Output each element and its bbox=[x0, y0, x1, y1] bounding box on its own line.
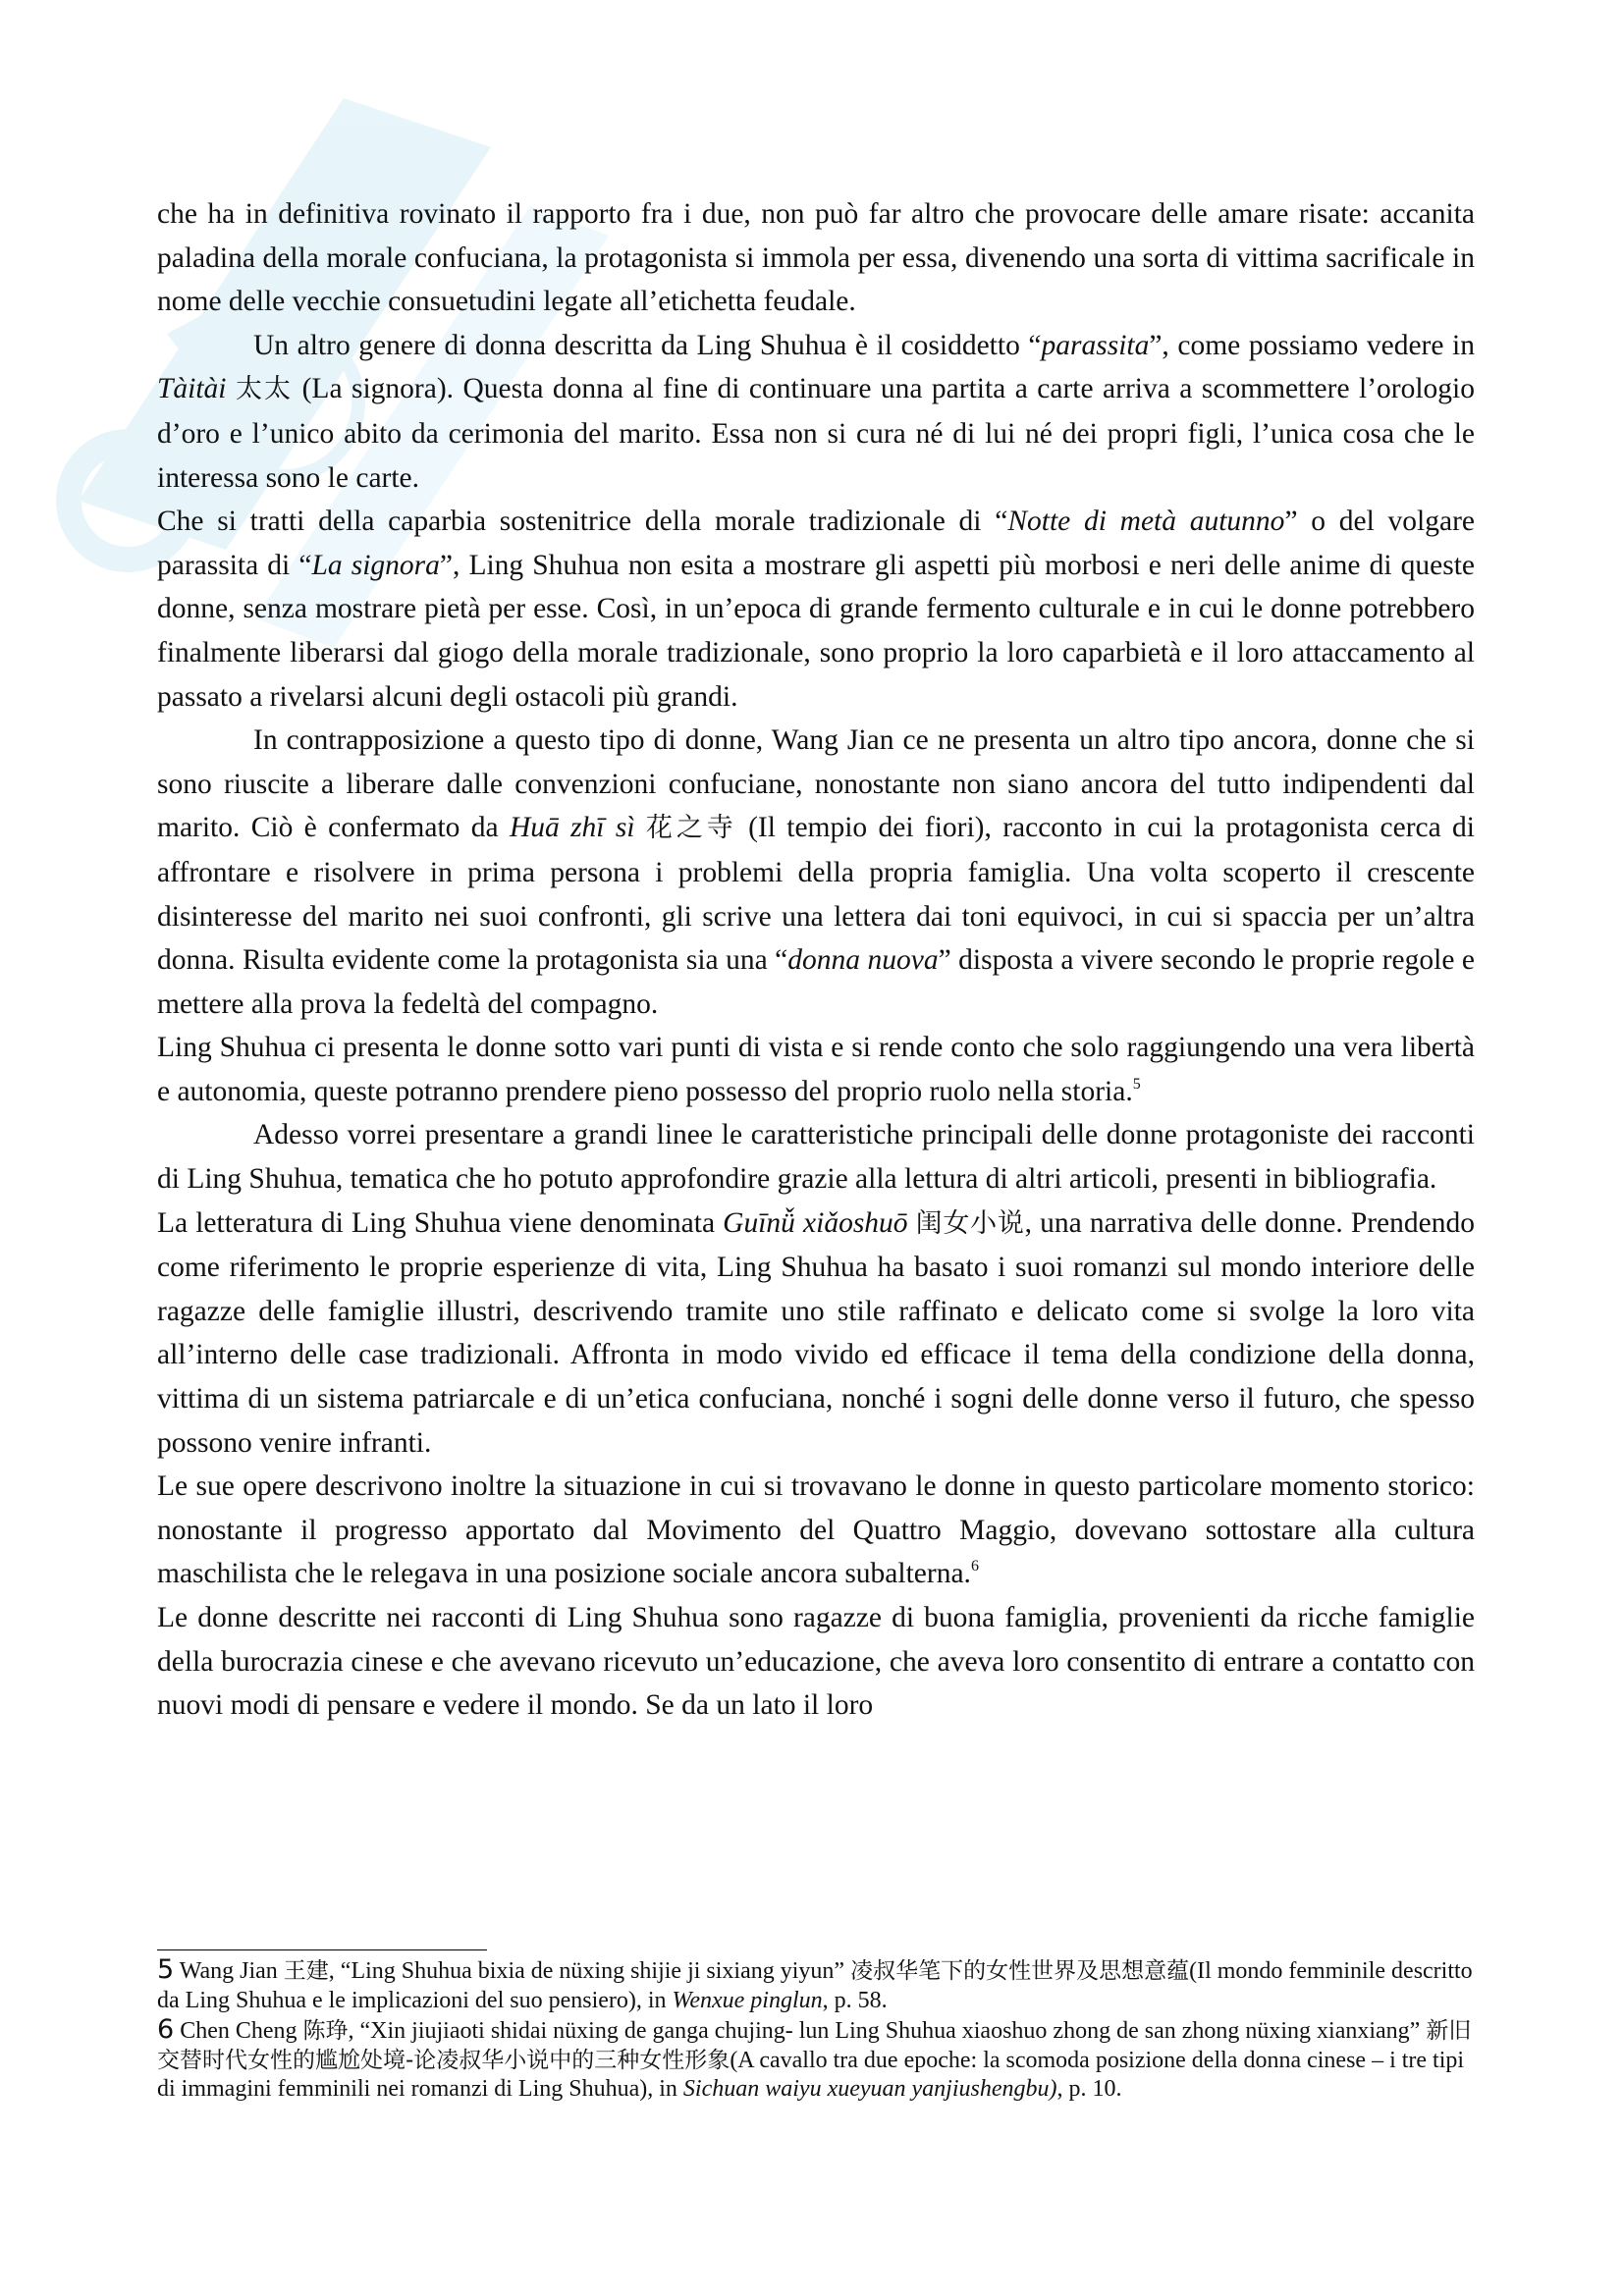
footnotes bbox=[157, 1955, 1475, 2105]
footnote-number: 5 bbox=[157, 1954, 175, 1985]
paragraph: Adesso vorrei presentare a grandi linee le caratteristiche principali delle donne protagoniste dei racconti di Ling Shuhua, tematica che ho potuto approfondire grazie alla lettura di altri articoli, presenti in bibliografia. bbox=[157, 1119, 1475, 1196]
paragraph: Le donne descritte nei racconti di Ling Shuhua sono ragazze di buona famiglia, provenienti da ricche famiglie della burocrazia cinese e che avevano ricevuto un’educazione, che aveva loro consentito di entrare a contatto con nuovi modi di pensare e vedere il mondo. Se da un lato il loro bbox=[157, 1602, 1475, 1722]
footnote: 6 Chen Cheng 陈琤, “Xin jiujiaoti shidai nüxing de ganga chujing- lun Ling Shuhua xiaoshuo zhong de san zhong nüxing xianxiang” 新旧交替时代女性的尴尬处境-论凌叔华小说中的三种女性形象(A cavallo tra due epoche: la scomoda posizione della donna cinese – i tre tipi di immagini femminili nei romanzi di Ling Shuhua), in Sichuan waiyu xueyuan yanjiushengbu), p. 10. bbox=[157, 2014, 1472, 2102]
footnote-separator bbox=[157, 1949, 487, 1950]
chinese-title: 太太 bbox=[235, 374, 294, 405]
paragraph: La letteratura di Ling Shuhua viene denominata Guīnǚ xiǎoshuō 闺女小说, una narrativa delle donne. Prendendo come riferimento le proprie esperienze di vita, Ling Shuhua ha basato i suoi romanzi sul mondo interiore delle ragazze delle famiglie illustri, descrivendo tramite uno stile raffinato e delicato come si svolge la loro vita all’interno delle case tradizionali. Affronta in modo vivido ed efficace il tema della condizione della donna, vittima di un sistema patriarcale e di un’etica confuciana, nonché i sogni delle donne verso il futuro, che spesso possono venire infranti. bbox=[157, 1206, 1475, 1459]
paragraph: In contrapposizione a questo tipo di donne, Wang Jian ce ne presenta un altro tipo ancora, donne che si sono riuscite a liberare dalle convenzioni confuciane, nonostante non siano ancora del tutto indipendenti dal marito. Ciò è confermato da Huā zhī sì 花之寺 (Il tempio dei fiori), racconto in cui la protagonista cerca di affrontare e risolvere in prima persona i problemi della propria famiglia. Una volta scoperto il crescente disinteresse del marito nei suoi confronti, gli scrive una lettera dai toni equivoci, in cui si spaccia per un’altra donna. Risulta evidente come la protagonista sia una “donna nuova” disposta a vivere secondo le proprie regole e mettere alla prova la fedeltà del compagno. bbox=[157, 724, 1475, 1020]
footnote-number: 6 bbox=[157, 2014, 175, 2045]
document-body bbox=[157, 192, 1475, 1728]
paragraph: Un altro genere di donna descritta da Ling Shuhua è il cosiddetto “parassita”, come possiamo vedere in Tàitài 太太 (La signora). Questa donna al fine di continuare una partita a carte arriva a scommettere l’orologio d’oro e l’unico abito da cerimonia del marito. Essa non si cura né di lui né dei propri figli, l’unica cosa che le interessa sono le carte. bbox=[157, 329, 1476, 494]
footnote: 5 Wang Jian 王建, “Ling Shuhua bixia de nüxing shijie ji sixiang yiyun” 凌叔华笔下的女性世界及思想意蕴(Il mondo femminile descritto da Ling Shuhua e le implicazioni del suo pensiero), in Wenxue pinglun, p. 58. bbox=[157, 1954, 1473, 2013]
paragraph: che ha in definitiva rovinato il rapporto fra i due, non può far altro che provocare delle amare risate: accanita paladina della morale confuciana, la protagonista si immola per essa, divenendo una sorta di vittima sacrificale in nome delle vecchie consuetudini legate all’etichetta feudale. bbox=[157, 198, 1475, 318]
paragraph: Le sue opere descrivono inoltre la situazione in cui si trovavano le donne in questo particolare momento storico: nonostante il progresso apportato dal Movimento del Quattro Maggio, dovevano sottostare alla cultura maschilista che le relegava in una posizione sociale ancora subalterna.$^6$ bbox=[157, 1470, 1475, 1590]
chinese-title: 闺女小说 bbox=[915, 1207, 1025, 1239]
chinese-title: 花之寺 bbox=[645, 813, 737, 844]
paragraph: Che si tratti della caparbia sostenitrice della morale tradizionale di “Notte di metà autunno” o del volgare parassita di “La signora”, Ling Shuhua non esita a mostrare gli aspetti più morbosi e neri delle anime di queste donne, senza mostrare pietà per esse. Così, in un’epoca di grande fermento culturale e in cui le donne potrebbero finalmente liberarsi dal giogo della morale tradizionale, sono proprio la loro caparbietà e il loro attaccamento al passato a rivelarsi alcuni degli ostacoli più grandi. bbox=[157, 506, 1475, 713]
paragraph: Ling Shuhua ci presenta le donne sotto vari punti di vista e si rende conto che solo raggiungendo una vera libertà e autonomia, queste potranno prendere pieno possesso del proprio ruolo nella storia.$^5$ bbox=[157, 1032, 1475, 1107]
footnote-ref[interactable]: 5 bbox=[1132, 1075, 1141, 1093]
footnote-ref[interactable]: 6 bbox=[970, 1558, 979, 1575]
